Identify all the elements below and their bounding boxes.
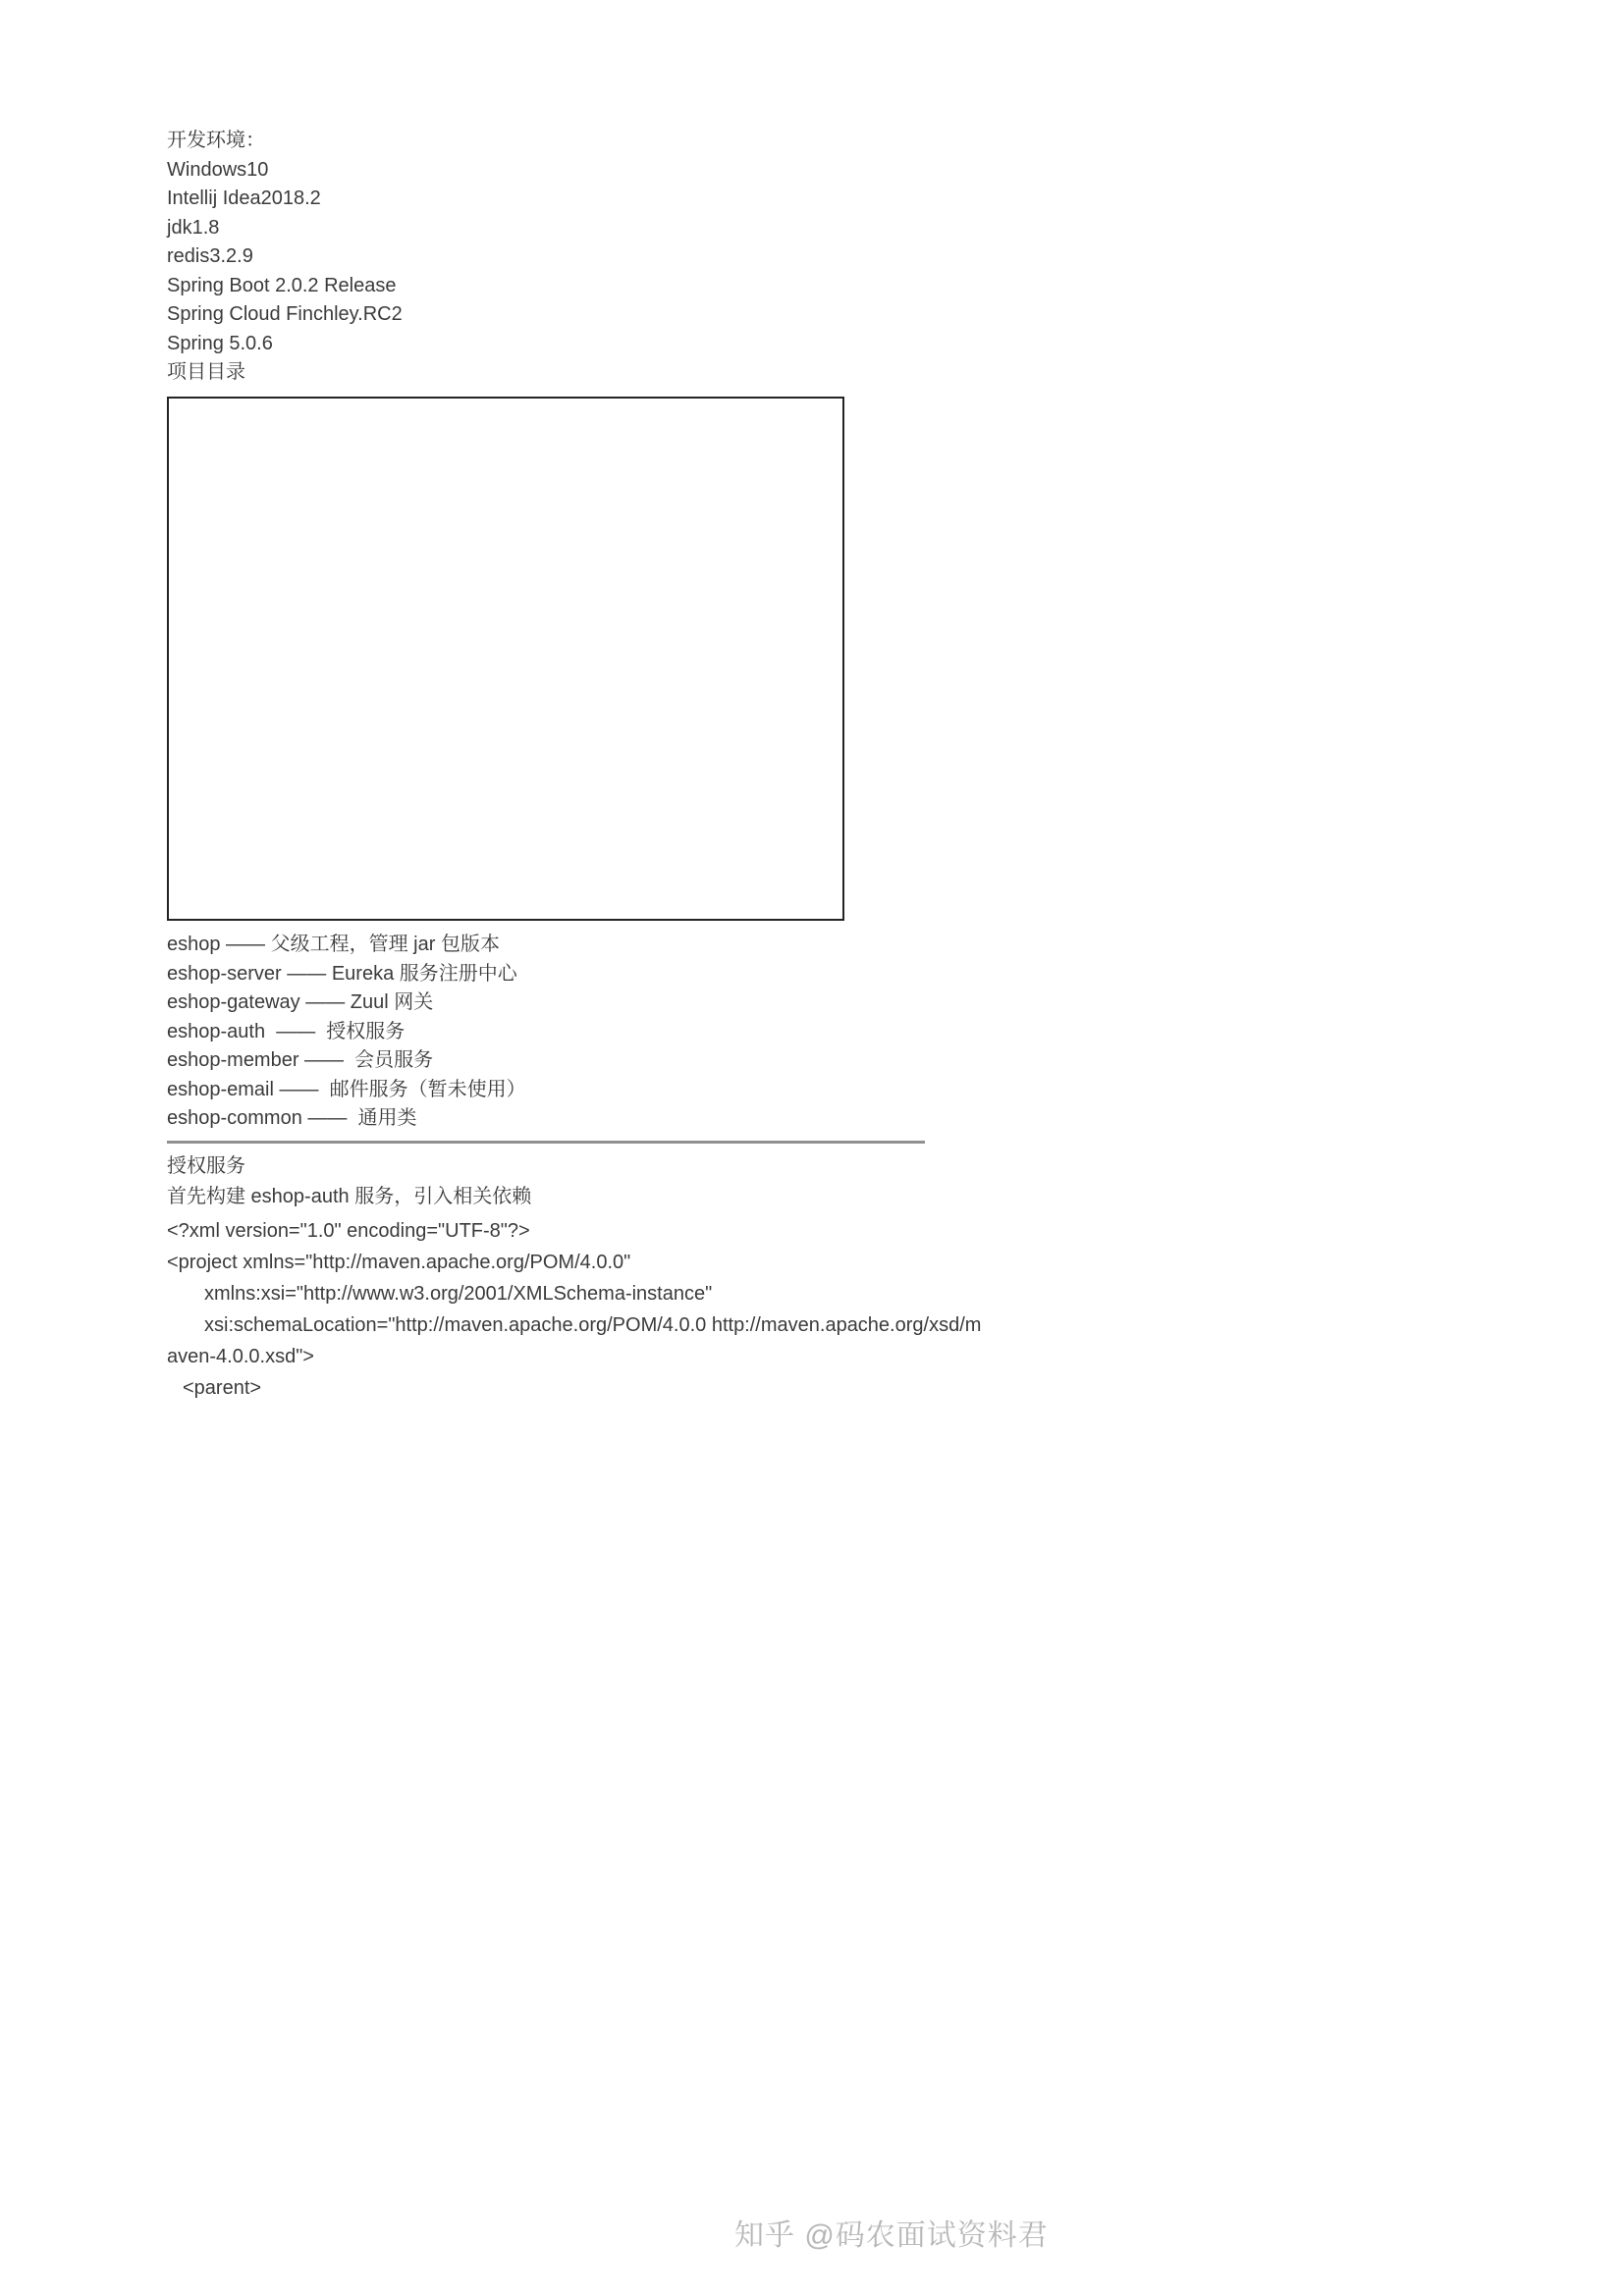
modules-section [167, 931, 526, 1134]
environment-section [167, 127, 403, 388]
env-line: Spring Boot 2.0.2 Release [167, 274, 397, 296]
code-line: xmlns:xsi="http://www.w3.org/2001/XMLSchema-instance" [204, 1283, 713, 1305]
code-line: <?xml version="1.0" encoding="UTF-8"?> [167, 1220, 530, 1242]
code-line: aven-4.0.0.xsd"> [167, 1346, 314, 1367]
pom-xml-code [167, 1215, 981, 1404]
section-title: 授权服务 [167, 1155, 245, 1177]
code-line: xsi:schemaLocation="http://maven.apache.org/POM/4.0.0 http://maven.apache.org/xsd/m [204, 1314, 982, 1336]
env-line: Windows10 [167, 158, 269, 181]
env-line: Spring 5.0.6 [167, 332, 273, 354]
code-line: <parent> [183, 1377, 262, 1399]
module-line: eshop-email —— 邮件服务（暂未使用） [167, 1078, 526, 1100]
env-line: Intellij Idea2018.2 [167, 187, 321, 209]
env-line: Spring Cloud Finchley.RC2 [167, 303, 403, 325]
directory-heading: 项目目录 [167, 361, 245, 383]
module-line: eshop-server —— Eureka 服务注册中心 [167, 962, 517, 985]
env-line: redis3.2.9 [167, 245, 253, 267]
env-line: 开发环境： [167, 130, 265, 151]
module-line: eshop —— 父级工程，管理 jar 包版本 [167, 934, 500, 955]
section-intro: 首先构建 eshop-auth 服务，引入相关依赖 [167, 1185, 532, 1207]
auth-section-header [167, 1151, 531, 1211]
section-divider [167, 1141, 925, 1144]
module-line: eshop-gateway —— Zuul 网关 [167, 991, 434, 1013]
zhihu-watermark: 知乎 @码农面试资料君 [734, 2219, 1049, 2252]
module-line: eshop-common —— 通用类 [167, 1107, 417, 1129]
env-line: jdk1.8 [167, 216, 220, 239]
code-line: <project xmlns="http://maven.apache.org/POM/4.0.0" [167, 1252, 631, 1273]
module-line: eshop-member —— 会员服务 [167, 1049, 434, 1071]
module-line: eshop-auth —— 授权服务 [167, 1020, 406, 1042]
project-directory-image-placeholder [167, 397, 844, 921]
